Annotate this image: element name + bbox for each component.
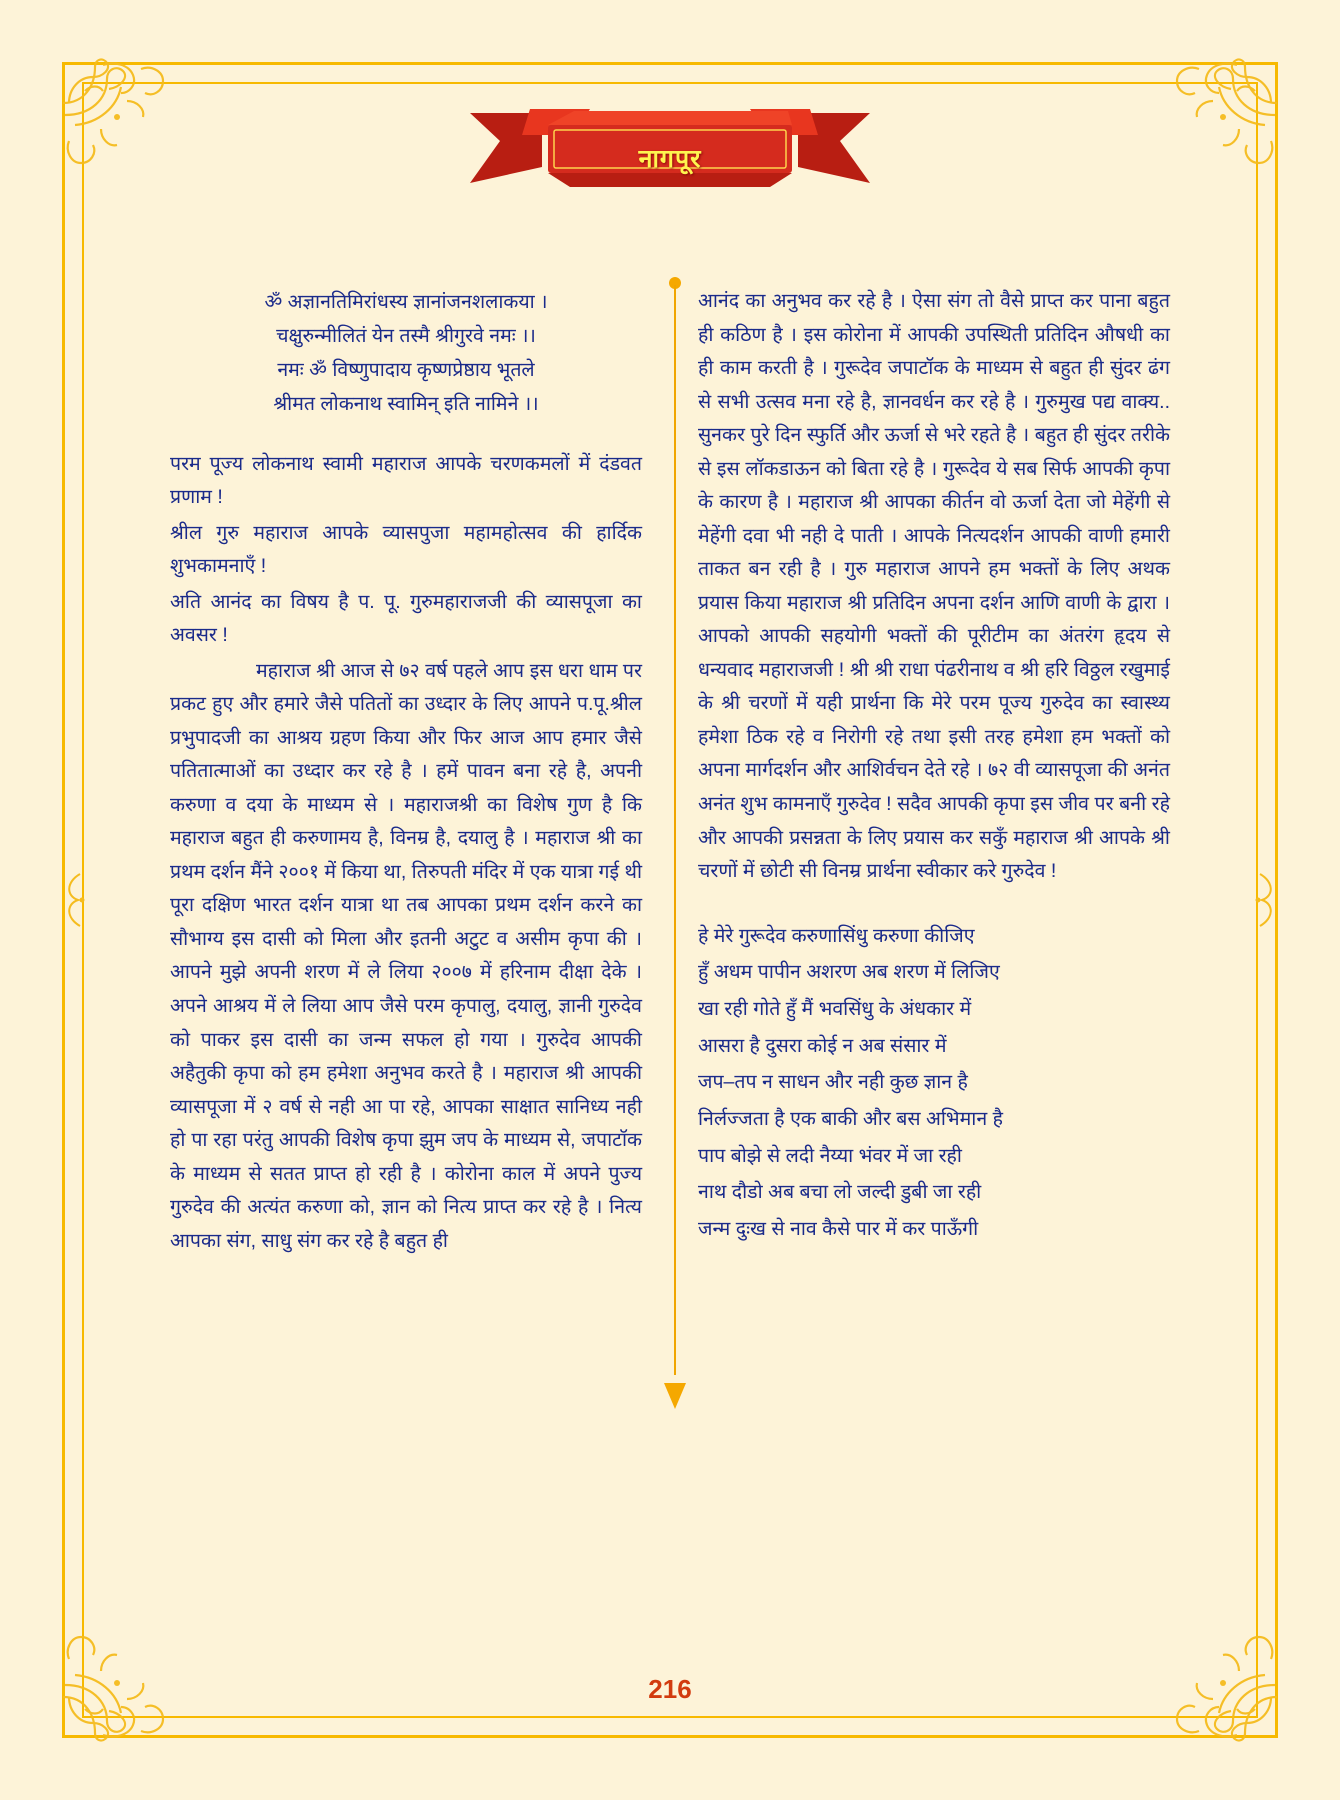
devotional-poem — [698, 919, 1170, 1247]
poem-line: हे मेरे गुरूदेव करुणासिंधु करुणा कीजिए — [698, 924, 975, 947]
poem-line: नाथ दौडो अब बचा लो जल्दी डुबी जा रही — [698, 1181, 982, 1204]
verse-line: नमः ॐ विष्णुपादाय कृष्णप्रेष्ठाय भूतले — [277, 359, 535, 382]
verse-line: ॐ अज्ञानतिमिरांधस्य ज्ञानांजनशलाकया । — [264, 291, 548, 313]
verse-line: चक्षुरुन्मीलितं येन तस्मै श्रीगुरवे नमः ।। — [276, 325, 536, 348]
right-body-text: आनंद का अनुभव कर रहे है । ऐसा संग तो वैसे प्राप्त कर पाना बहुत ही कठिण है । इस कोरोना में आपकी उपस्थिती प्रतिदिन औषधी का ही काम करती है । गुरूदेव जपाटॉक के माध्यम से बहुत ही सुंदर ढंग से सभी उत्सव मना रहे है, ज्ञानवर्धन कर रहे है । गुरुमुख पद्य वाक्य.. सुनकर पुरे दिन स्फुर्ति और ऊर्जा से भरे रहते है । बहुत ही सुंदर तरीके से इस लॉकडाऊन को बिता रहे है । गुरूदेव ये सब सिर्फ आपकी कृपा के कारण है । महाराज श्री आपका कीर्तन वो ऊर्जा देता जो मेहेंगी से मेहेंगी दवा भी नही दे पाती । आपके नित्यदर्शन आपकी वाणी हमारी ताकत बन रही है । गुरु महाराज आपने हम भक्तों के लिए अथक प्रयास किया महाराज श्री प्रतिदिन अपना दर्शन आणि वाणी के द्वारा । आपको आपकी सहयोगी भक्तों की पूरीटीम का अंतरंग हृदय से धन्यवाद महाराजजी ! श्री श्री राधा पंढरीनाथ व श्री हरि विठ्ठल रखुमाई के श्री चरणों में यही प्रार्थना कि मेरे परम पूज्य गुरुदेव का स्वास्थ्य हमेशा ठिक रहे व निरोगी रहे तथा इसी तरह हमेशा हम भक्तों को अपना मार्गदर्शन और आशिर्वचन देते रहे । ७२ वी व्यासपूजा की अनंत अनंत शुभ कामनाएँ गुरुदेव ! सदैव आपकी कृपा इस जीव पर बनी रहे और आपकी प्रसन्नता के लिए प्रयास कर सकुँ महाराज श्री आपके श्री चरणों में छोटी सी विनम्र प्रार्थना स्वीकार करे गुरुदेव ! — [698, 290, 1170, 883]
salutation-line: अति आनंद का विषय है प. पू. गुरुमहाराजजी की व्यासपूजा का अवसर ! — [170, 590, 642, 647]
verse-line: श्रीमत लोकनाथ स्वामिन् इति नामिने ।। — [273, 393, 539, 416]
invocation-verse — [170, 285, 642, 422]
corner-ornament-icon — [1165, 55, 1285, 175]
page-number: 216 — [648, 1674, 692, 1704]
right-column — [698, 285, 1170, 1260]
poem-line: खा रही गोते हुँ मैं भवसिंधु के अंधकार में — [698, 997, 972, 1020]
side-flourish-icon — [1254, 870, 1280, 930]
poem-line: जन्म दुःख से नाव कैसे पार में कर पाऊँगी — [698, 1218, 979, 1241]
salutation-line: परम पूज्य लोकनाथ स्वामी महाराज आपके चरणकमलों में दंडवत प्रणाम ! — [170, 452, 642, 509]
banner-label: नागपूर — [638, 145, 702, 173]
city-banner — [470, 95, 870, 195]
poem-line: जप–तप न साधन और नही कुछ ज्ञान है — [698, 1071, 968, 1094]
corner-ornament-icon — [55, 55, 175, 175]
left-column — [170, 285, 642, 1260]
poem-line: आसरा है दुसरा कोई न अब संसार में — [698, 1034, 947, 1057]
side-flourish-icon — [60, 870, 86, 930]
left-body-text: महाराज श्री आज से ७२ वर्ष पहले आप इस धरा धाम पर प्रकट हुए और हमारे जैसे पतितों का उध्दार के लिए आपने प.पू.श्रील प्रभुपादजी का आश्रय ग्रहण किया और फिर आज आप हमार जैसे पतितात्माओं का उध्दार कर रहे है । हमें पावन बना रहे है, अपनी करुणा व दया के माध्यम से । महाराजश्री का विशेष गुण है कि महाराज बहुत ही करुणामय है, विनम्र है, दयालु है । महाराज श्री का प्रथम दर्शन मैंने २००१ में किया था, तिरुपती मंदिर में एक यात्रा गई थी पूरा दक्षिण भारत दर्शन यात्रा था तब आपका प्रथम दर्शन करने का सौभाग्य इस दासी को मिला और इतनी अटुट व असीम कृपा की । आपने मुझे अपनी शरण में ले लिया २००७ में हरिनाम दीक्षा देके । अपने आश्रय में ले लिया आप जैसे परम कृपालु, दयालु, ज्ञानी गुरुदेव को पाकर इस दासी का जन्म सफल हो गया । गुरुदेव आपकी अहैतुकी कृपा को हम हमेशा अनुभव करते है । महाराज श्री आपकी व्यासपूजा में २ वर्ष से नही आ पा रहे, आपका साक्षात सानिध्य नही हो पा रहा परंतु आपकी विशेष कृपा झुम जप के माध्यम से, जपाटॉक के माध्यम से सतत प्राप्त हो रही है । कोरोना काल में अपने पुज्य गुरुदेव की अत्यंत करुणा को, ज्ञान को नित्य प्राप्त कर रहे है । नित्य आपका संग, साधु संग कर रहे है बहुत ही — [170, 659, 642, 1252]
page-content — [170, 285, 1170, 1260]
poem-line: हुँ अधम पापीन अशरण अब शरण में लिजिए — [698, 961, 1000, 984]
poem-line: पाप बोझे से लदी नैय्या भंवर में जा रही — [698, 1144, 962, 1167]
poem-line: निर्लज्जता है एक बाकी और बस अभिमान है — [698, 1108, 1003, 1131]
salutation-line: श्रील गुरु महाराज आपके व्यासपुजा महामहोत्सव की हार्दिक शुभकामनाएँ ! — [170, 521, 642, 578]
